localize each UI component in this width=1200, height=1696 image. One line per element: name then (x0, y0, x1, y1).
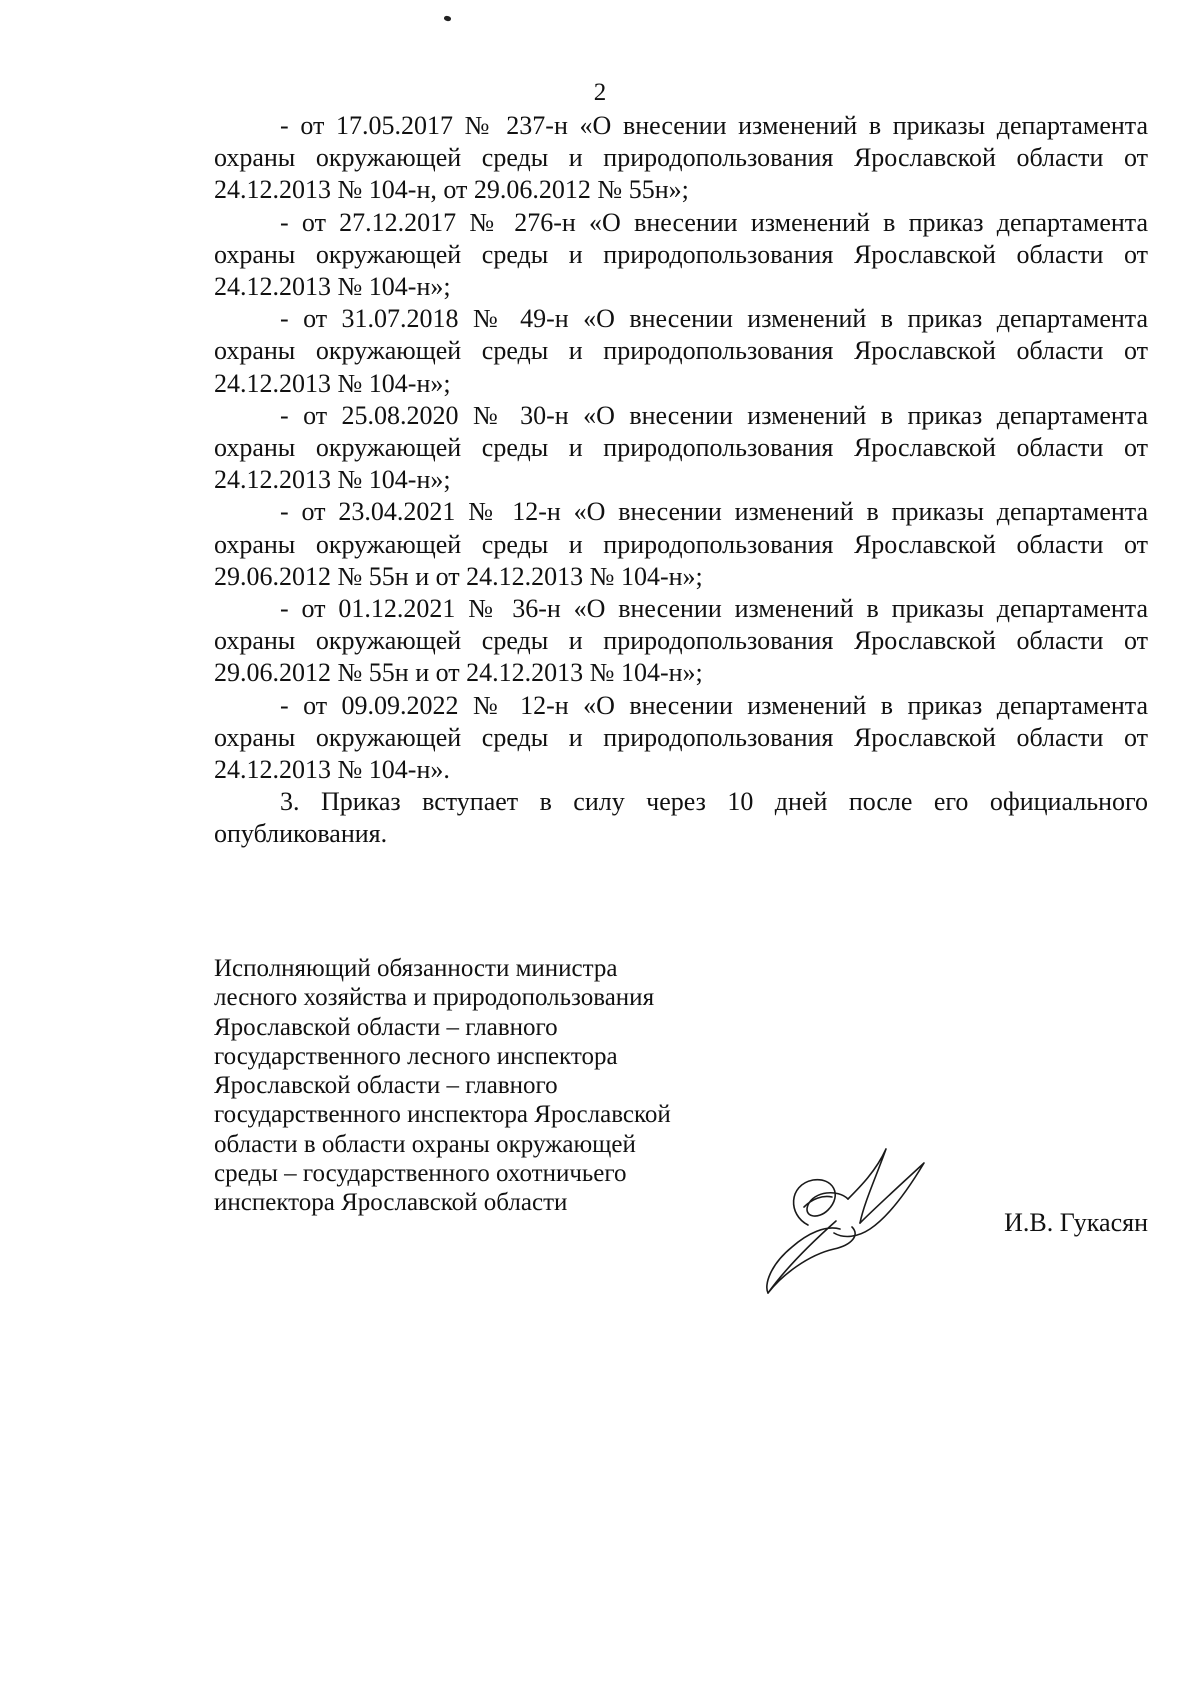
amendment-item: - от 17.05.2017 № 237-н «О внесении изменений в приказы департамента охраны окружающей среды и природопользования Ярославской области от 24.12.2013 № 104-н, от 29.06.2012 № 55н»; (214, 111, 1148, 205)
signatory-title-line: Ярославской области – главного (214, 1013, 558, 1041)
signatory-title-line: среды – государственного охотничьего (214, 1160, 627, 1188)
signatory-name: И.В. Гукасян (1004, 1208, 1148, 1237)
amendment-item: - от 25.08.2020 № 30-н «О внесении изменений в приказ департамента охраны окружающей среды и природопользования Ярославской области от 24.12.2013 № 104-н»; (214, 400, 1148, 495)
amendment-item: - от 27.12.2017 № 276-н «О внесении изменений в приказ департамента охраны окружающей среды и природопользования Ярославской области от 24.12.2013 № 104-н»; (214, 207, 1148, 302)
page-number: 2 (593, 79, 607, 106)
signatory-title-line: области в области охраны окружающей (214, 1130, 636, 1158)
document-body (214, 110, 1148, 851)
amendment-item: - от 01.12.2021 № 36-н «О внесении изменений в приказы департамента охраны окружающей среды и природопользования Ярославской области от 29.06.2012 № 55н и от 24.12.2013 № 104-н»; (214, 594, 1148, 688)
effective-date-clause: 3. Приказ вступает в силу через 10 дней после его официального опубликования. (214, 787, 1148, 849)
signatory-title-line: лесного хозяйства и природопользования (214, 984, 655, 1012)
signatory-title-line: государственного инспектора Ярославской (214, 1101, 671, 1129)
signatory-title-line: Исполняющий обязанности министра (214, 955, 618, 982)
amendment-item: - от 09.09.2022 № 12-н «О внесении изменений в приказ департамента охраны окружающей среды и природопользования Ярославской области от 24.12.2013 № 104-н». (214, 690, 1148, 785)
amendment-item: - от 31.07.2018 № 49-н «О внесении изменений в приказ департамента охраны окружающей среды и природопользования Ярославской области от 24.12.2013 № 104-н»; (214, 304, 1148, 398)
handwritten-signature (748, 1125, 948, 1300)
signatory-title-line: инспектора Ярославской области (214, 1189, 568, 1217)
scan-speck (443, 15, 451, 22)
amendment-item: - от 23.04.2021 № 12-н «О внесении изменений в приказы департамента охраны окружающей среды и природопользования Ярославской области от 29.06.2012 № 55н и от 24.12.2013 № 104-н»; (214, 497, 1148, 591)
signatory-title-block (214, 954, 774, 1218)
signatory-title-line: Ярославской области – главного (214, 1072, 558, 1100)
signatory-title-line: государственного лесного инспектора (214, 1042, 618, 1070)
